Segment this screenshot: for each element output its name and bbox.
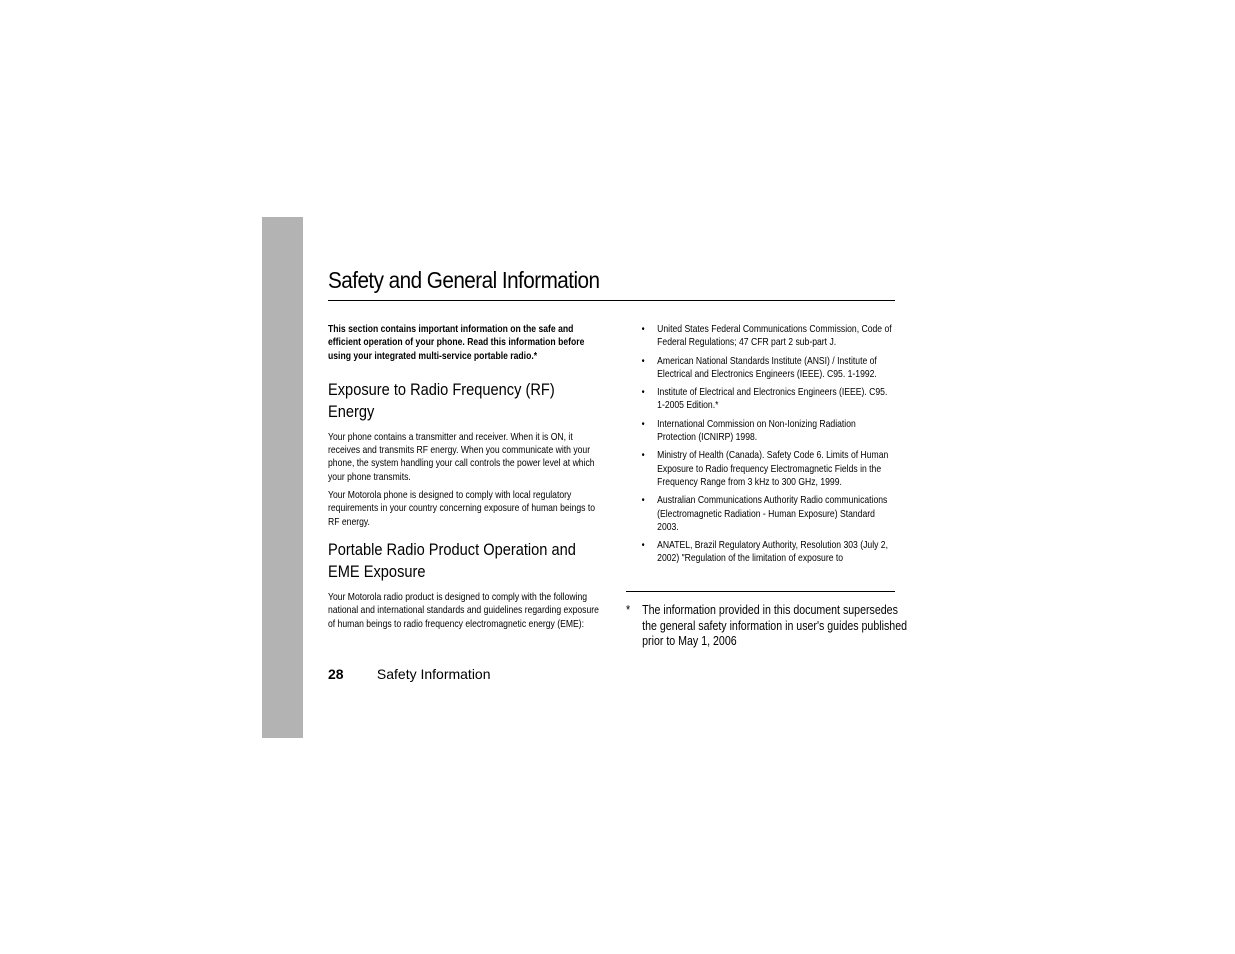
intro-paragraph: This section contains important information on the safe and efficient operation of your phone. Read this information before using your integrated multi-service portable radio.* <box>328 323 585 362</box>
footnote-divider <box>626 591 895 592</box>
footnote-text: The information provided in this document supersedes the general safety information in user's guides published prior to May 1, 2006 <box>642 603 908 648</box>
section-heading-rf-exposure: Exposure to Radio Frequency (RF) Energy <box>328 379 555 421</box>
list-item <box>626 494 895 534</box>
bullet-icon: • <box>641 449 645 462</box>
side-tab-bar <box>262 217 303 738</box>
bullet-icon: • <box>641 417 645 430</box>
footnote-mark: * <box>626 603 631 617</box>
page-number: 28 <box>328 666 344 682</box>
list-item-text: American National Standards Institute (ANSI) / Institute of Electrical and Electronics Engineers (IEEE). C95. 1-1992. <box>657 354 877 380</box>
list-item <box>626 386 895 413</box>
page-footer <box>328 665 728 683</box>
body-paragraph: Your Motorola phone is designed to comply with local regulatory requirements in your country concerning exposure of human beings to RF energy. <box>328 489 596 528</box>
title-divider <box>328 300 895 301</box>
list-item-text: Institute of Electrical and Electronics Engineers (IEEE). C95. 1-2005 Edition.* <box>657 386 888 412</box>
bullet-icon: • <box>641 354 645 367</box>
list-item <box>626 449 895 489</box>
body-paragraph: Your Motorola radio product is designed to comply with the following national and international standards and guidelines regarding exposure of human beings to radio frequency electromagnetic energy (EME): <box>328 590 599 630</box>
bullet-icon: • <box>641 323 645 335</box>
list-item-text: Australian Communications Authority Radio communications (Electromagnetic Radiation - Human Exposure) Standard 2003. <box>657 494 888 533</box>
list-item-text: United States Federal Communications Commission, Code of Federal Regulations; 47 CFR part 2 sub-part J. <box>657 323 892 349</box>
left-column <box>328 323 600 636</box>
list-item-text: Ministry of Health (Canada). Safety Code 6. Limits of Human Exposure to Radio frequency Electromagnetic Fields in the Frequency Range from 3 kHz to 300 GHz, 1999. <box>657 449 889 488</box>
bullet-icon: • <box>641 494 645 507</box>
list-item <box>626 539 895 566</box>
list-item-text: International Commission on Non-Ionizing Radiation Protection (ICNIRP) 1998. <box>657 417 856 444</box>
list-item <box>626 418 895 445</box>
standards-list <box>626 323 895 566</box>
bullet-icon: • <box>641 386 645 399</box>
body-paragraph: Your phone contains a transmitter and receiver. When it is ON, it receives and transmits RF energy. When you communicate with your phone, the system handling your call controls the power level at which your phone transmits. <box>328 430 595 483</box>
list-item <box>626 323 895 350</box>
bullet-icon: • <box>641 539 645 552</box>
document-page <box>328 265 908 695</box>
running-head: Safety Information <box>376 666 491 682</box>
list-item-text: ANATEL, Brazil Regulatory Authority, Resolution 303 (July 2, 2002) "Regulation of the limitation of exposure to <box>657 539 888 565</box>
list-item <box>626 355 895 382</box>
section-heading-eme-exposure: Portable Radio Product Operation and EME Exposure <box>328 539 576 581</box>
footnote <box>626 603 908 650</box>
right-column <box>626 323 895 571</box>
page-title: Safety and General Information <box>328 267 600 293</box>
